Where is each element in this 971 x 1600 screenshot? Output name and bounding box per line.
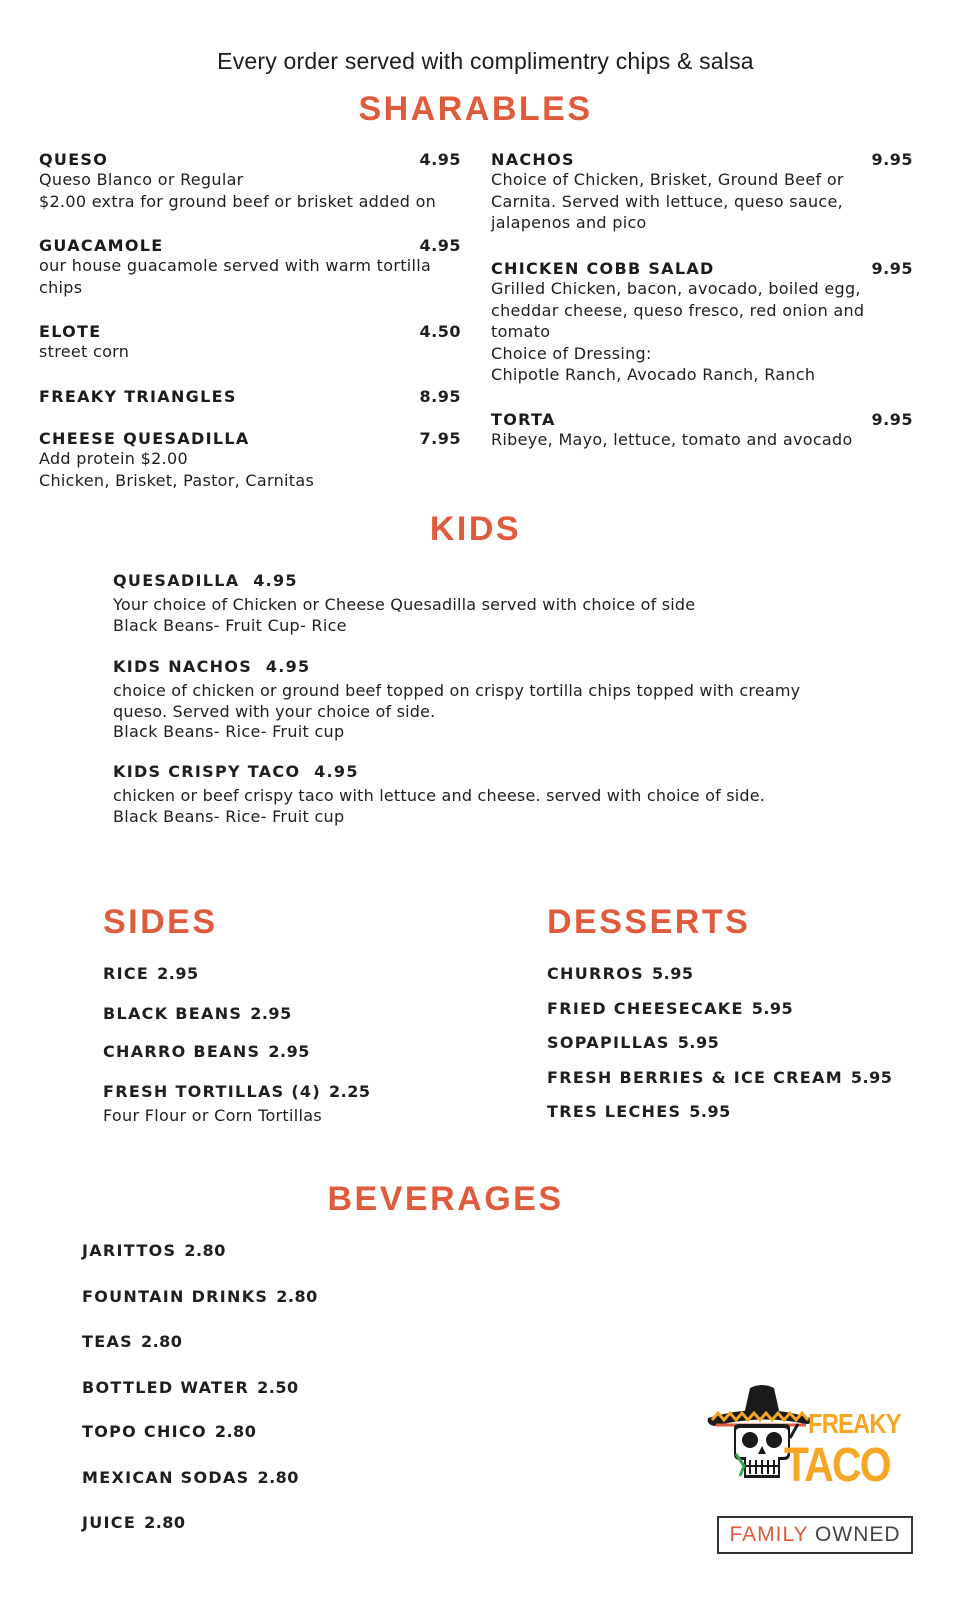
item-name: JUICE <box>82 1513 137 1532</box>
item-price: 5.95 <box>677 1033 720 1052</box>
logo-text-taco: TACO <box>784 1439 890 1492</box>
item-price: 2.80 <box>276 1287 318 1306</box>
item-name: TOPO CHICO <box>82 1422 207 1441</box>
item-name: FRESH BERRIES & ICE CREAM <box>547 1068 843 1087</box>
side-item <box>103 1004 292 1023</box>
item-description: our house guacamole served with warm tortilla chips <box>39 256 432 297</box>
item-name: BOTTLED WATER <box>82 1378 250 1397</box>
item-price: 2.95 <box>157 964 199 983</box>
item-name: QUESADILLA <box>113 571 240 590</box>
item-name: RICE <box>103 964 150 983</box>
item-description: Black Beans- Rice- Fruit cup <box>113 722 345 741</box>
item-name: SOPAPILLAS <box>547 1033 670 1052</box>
family-owned-badge <box>717 1516 913 1554</box>
kids-item <box>113 762 873 827</box>
item-price: 4.95 <box>253 571 298 590</box>
item-description: Ribeye, Mayo, lettuce, tomato and avocado <box>491 430 853 449</box>
item-price: 2.95 <box>268 1042 310 1061</box>
item-name: FRESH TORTILLAS (4) <box>103 1082 321 1101</box>
item-price: 9.95 <box>871 259 913 278</box>
dessert-item <box>547 999 793 1018</box>
item-price: 2.80 <box>140 1332 183 1351</box>
item-name: KIDS NACHOS <box>113 657 253 676</box>
side-item <box>103 964 199 983</box>
dessert-item <box>547 1033 719 1052</box>
item-description: chicken or beef crispy taco with lettuce and cheese. served with choice of side. <box>113 786 766 805</box>
item-name: MEXICAN SODAS <box>82 1468 250 1487</box>
beverage-item <box>82 1378 299 1397</box>
item-name: FRIED CHEESECAKE <box>547 999 744 1018</box>
dessert-item <box>547 964 693 983</box>
sharables-title: SHARABLES <box>358 90 593 128</box>
item-price: 2.50 <box>257 1378 299 1397</box>
item-name: TORTA <box>491 410 556 429</box>
item-description: Chicken, Brisket, Pastor, Carnitas <box>39 470 315 490</box>
menu-item <box>39 236 461 298</box>
item-price: 4.95 <box>419 150 461 169</box>
beverage-item <box>82 1241 226 1260</box>
menu-item <box>39 150 461 212</box>
item-description: Black Beans- Rice- Fruit cup <box>113 806 345 826</box>
item-price: 2.80 <box>184 1241 226 1260</box>
item-name: TRES LECHES <box>547 1102 682 1121</box>
item-price: 4.95 <box>265 657 311 676</box>
item-description: choice of chicken or ground beef topped on crispy tortilla chips topped with creamy queso. Served with your choice of side. <box>113 681 801 721</box>
item-name: CHICKEN COBB SALAD <box>491 259 715 278</box>
item-description: $2.00 extra for ground beef or brisket added on <box>39 191 437 211</box>
item-name: KIDS CRISPY TACO <box>113 762 301 781</box>
menu-item <box>39 387 461 406</box>
item-name: GUACAMOLE <box>39 236 164 255</box>
item-description: Choice of Chicken, Brisket, Ground Beef or Carnita. Served with lettuce, queso sauce, jalapenos and pico <box>491 170 844 232</box>
item-name: NACHOS <box>491 150 575 169</box>
item-price: 2.25 <box>328 1082 371 1101</box>
menu-item <box>491 259 913 386</box>
badge-owned: OWNED <box>815 1523 901 1546</box>
logo-text-freaky: FREAKY <box>808 1408 901 1439</box>
item-price: 2.95 <box>250 1004 292 1023</box>
item-description: Black Beans- Fruit Cup- Rice <box>113 615 347 635</box>
item-price: 5.95 <box>689 1102 731 1121</box>
item-description: Your choice of Chicken or Cheese Quesadilla served with choice of side <box>113 595 696 614</box>
item-price: 2.80 <box>144 1513 186 1532</box>
item-description: Queso Blanco or Regular <box>39 170 244 189</box>
item-name: FOUNTAIN DRINKS <box>82 1287 269 1306</box>
item-price: 2.80 <box>214 1422 257 1441</box>
item-description: Four Flour or Corn Tortillas <box>103 1106 322 1125</box>
item-name: CHURROS <box>547 964 644 983</box>
badge-family: FAMILY <box>729 1523 809 1546</box>
tagline: Every order served with complimentry chips & salsa <box>217 48 754 74</box>
menu-item <box>491 410 913 451</box>
item-price: 9.95 <box>871 410 913 429</box>
item-price: 5.95 <box>652 964 694 983</box>
sides-title: SIDES <box>103 903 218 941</box>
item-name: CHARRO BEANS <box>103 1042 261 1061</box>
beverage-item <box>82 1513 186 1532</box>
dessert-item <box>547 1102 731 1121</box>
item-price: 9.95 <box>871 150 913 169</box>
item-price: 5.95 <box>751 999 794 1018</box>
item-name: FREAKY TRIANGLES <box>39 387 237 406</box>
beverages-title: BEVERAGES <box>327 1180 564 1218</box>
beverage-item <box>82 1422 256 1441</box>
freaky-taco-logo <box>706 1380 901 1495</box>
kids-item <box>113 657 873 743</box>
item-price: 4.95 <box>314 762 359 781</box>
item-name: ELOTE <box>39 322 102 341</box>
beverage-item <box>82 1287 318 1306</box>
item-price: 8.95 <box>419 387 461 406</box>
item-description: Add protein $2.00 <box>39 449 188 468</box>
kids-item <box>113 571 873 636</box>
item-description: Grilled Chicken, bacon, avocado, boiled egg, cheddar cheese, queso fresco, red onion and tomato <box>491 279 865 341</box>
item-price: 2.80 <box>257 1468 299 1487</box>
menu-item <box>491 150 913 234</box>
item-name: CHEESE QUESADILLA <box>39 429 250 448</box>
menu-item <box>39 322 461 363</box>
item-description: Chipotle Ranch, Avocado Ranch, Ranch <box>491 365 816 384</box>
kids-title: KIDS <box>429 510 522 548</box>
item-description: street corn <box>39 342 130 361</box>
dessert-item <box>547 1068 892 1087</box>
side-item <box>103 1082 370 1101</box>
item-price: 7.95 <box>419 429 461 448</box>
side-item <box>103 1042 310 1061</box>
item-name: JARITTOS <box>82 1241 177 1260</box>
desserts-title: DESSERTS <box>547 903 751 941</box>
item-name: TEAS <box>82 1332 133 1351</box>
item-description: Choice of Dressing: <box>491 343 652 363</box>
item-name: QUESO <box>39 150 109 169</box>
beverage-item <box>82 1468 299 1487</box>
item-price: 5.95 <box>850 1068 893 1087</box>
item-name: BLACK BEANS <box>103 1004 243 1023</box>
menu-item <box>39 429 461 491</box>
beverage-item <box>82 1332 182 1351</box>
item-price: 4.95 <box>419 236 461 255</box>
item-price: 4.50 <box>419 322 461 341</box>
